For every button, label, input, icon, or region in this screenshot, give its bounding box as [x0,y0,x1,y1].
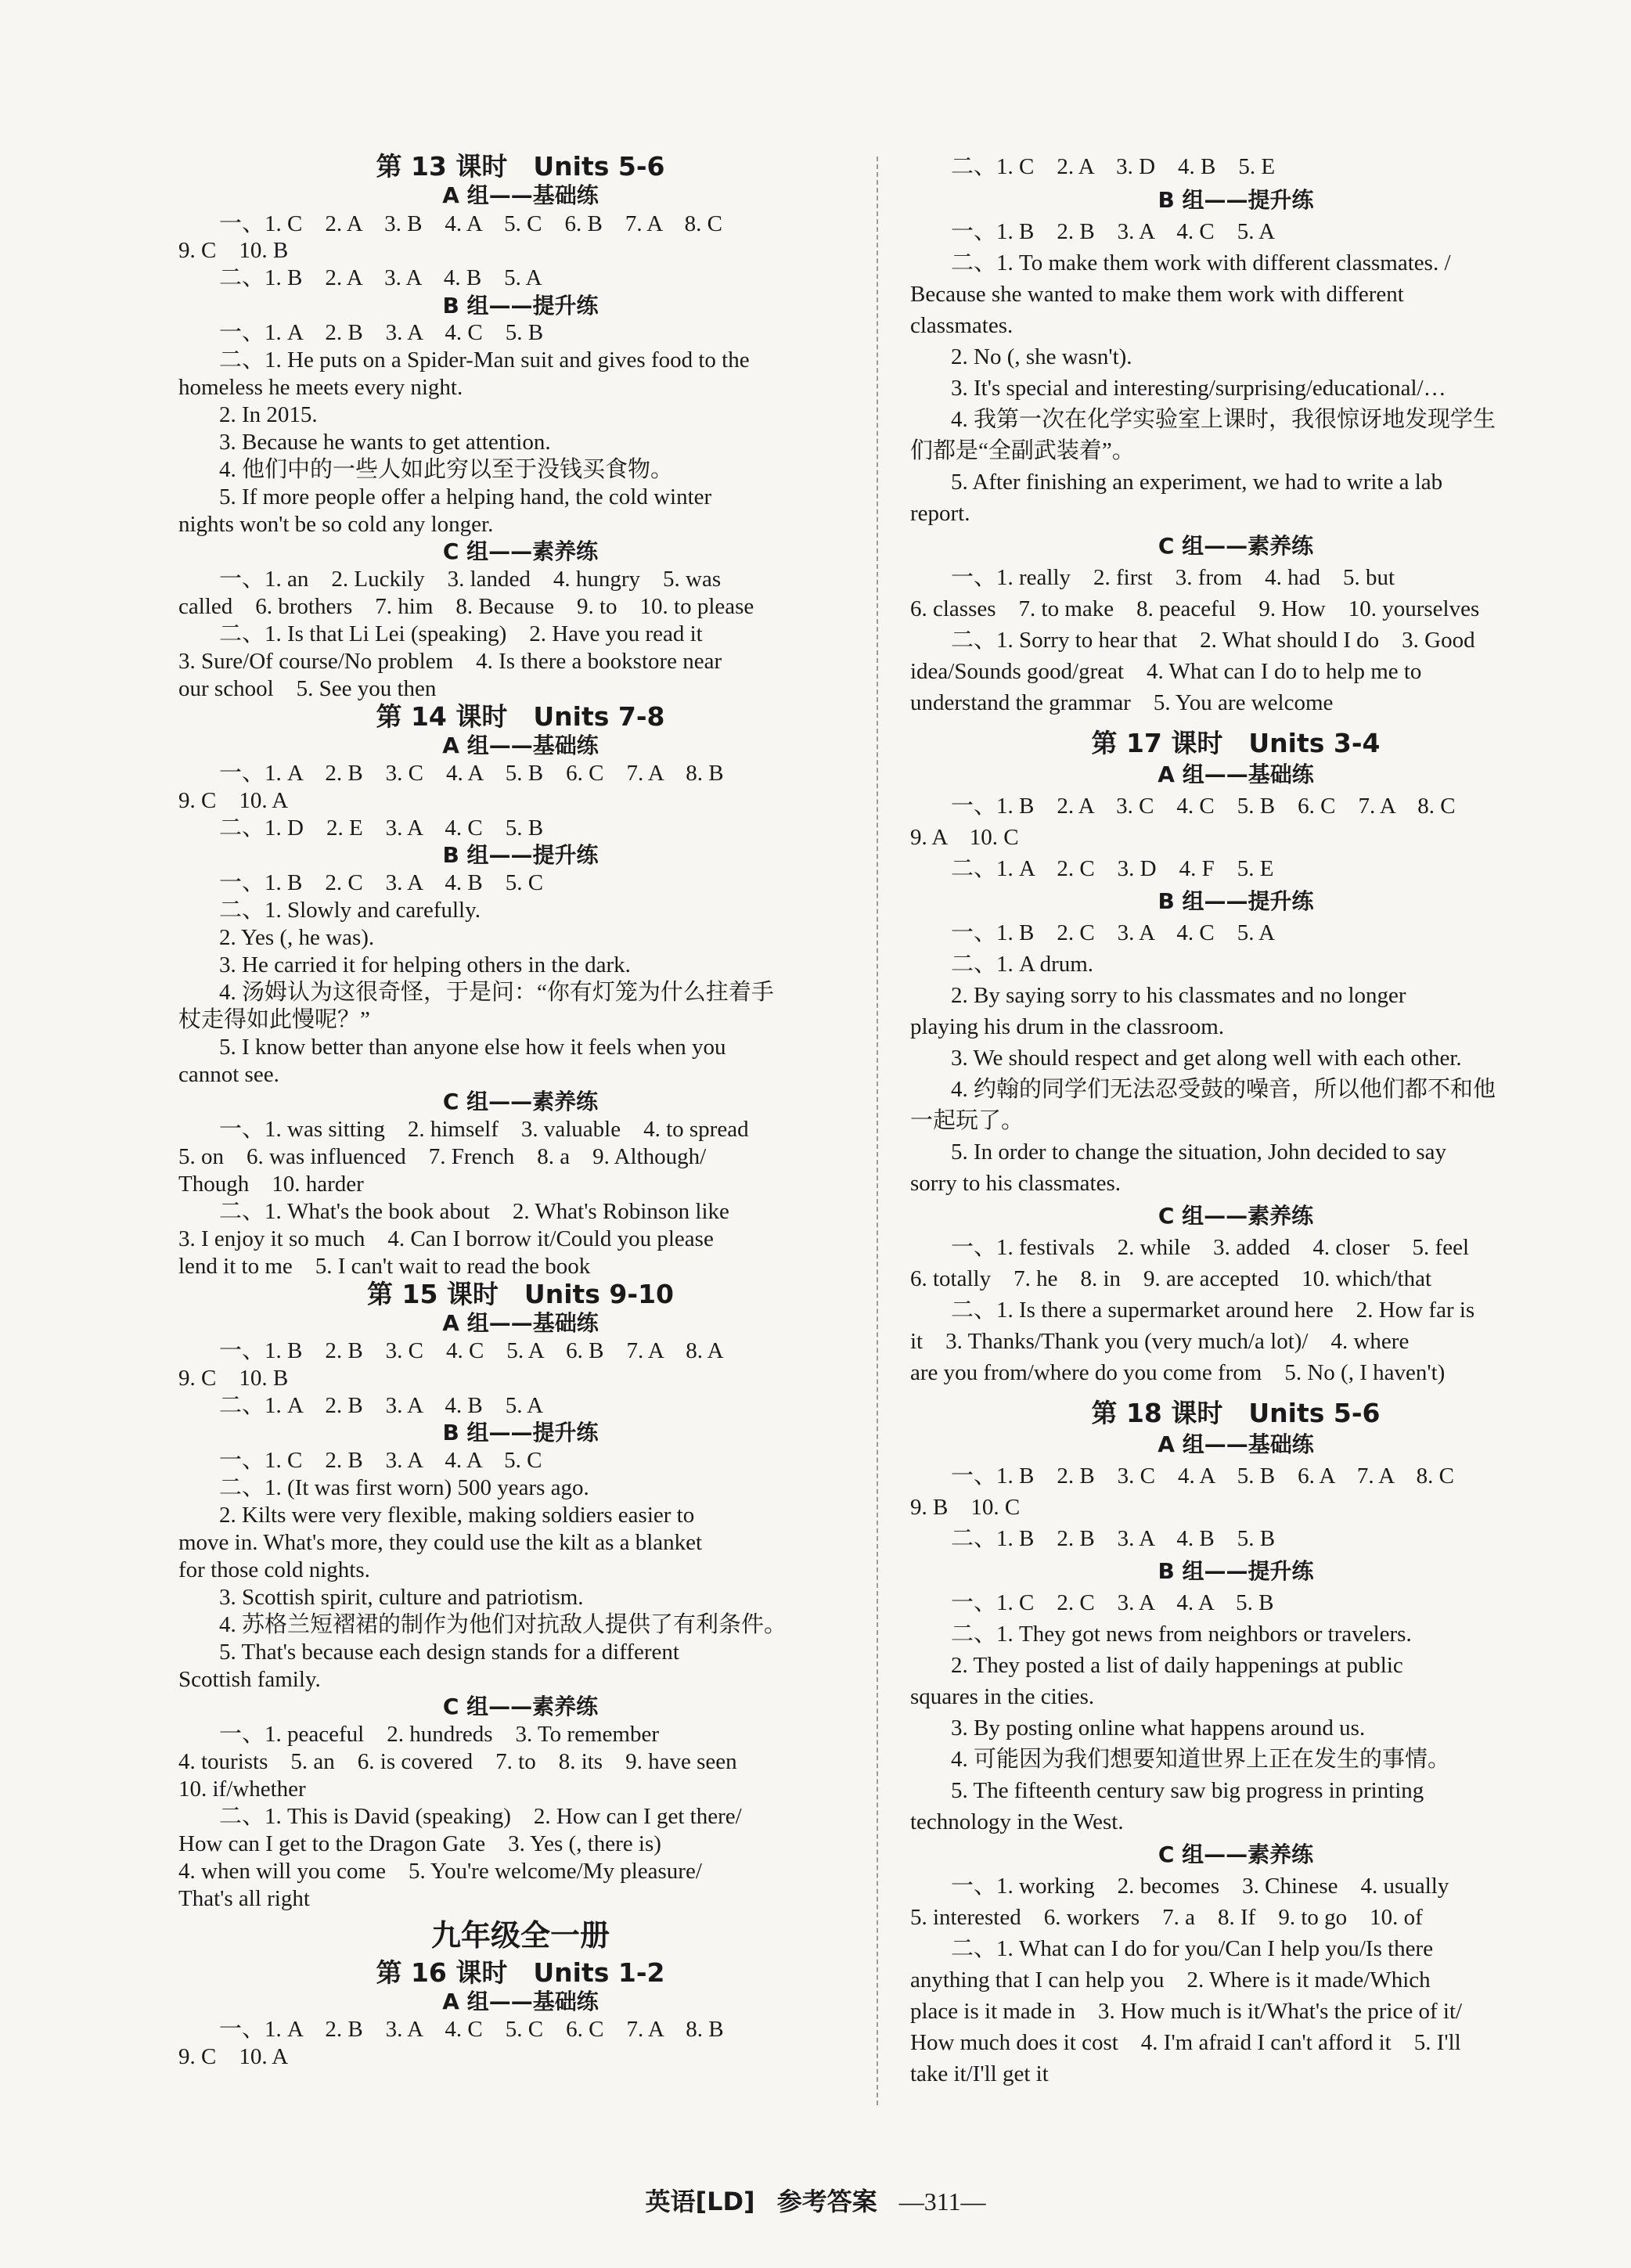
answer-line: 二、1. Is that Li Lei (speaking) 2. Have you read it [219,621,703,646]
answer-line: 一、1. B 2. B 3. A 4. C 5. A [951,219,1276,244]
answer-line: 一、1. C 2. A 3. B 4. A 5. C 6. B 7. A 8. C [219,211,722,236]
answer-line: 9. A 10. C [910,825,1019,850]
answer-line: 5. That's because each design stands for a different [219,1640,679,1665]
answer-line: move in. What's more, they could use the kilt as a blanket [178,1530,703,1555]
answer-line: homeless he meets every night. [178,375,463,400]
answer-line: 二、1. Is there a supermarket around here 2. How far is [951,1298,1475,1323]
answer-line: Though 10. harder [178,1172,364,1197]
answer-line: 一、1. B 2. C 3. A 4. C 5. A [951,920,1276,945]
group-heading: B 组——提升练 [1158,888,1314,914]
footer-subject: 英语[LD] [645,2187,755,2216]
answer-line: playing his drum in the classroom. [910,1014,1225,1039]
answer-line: 二、1. A drum. [951,952,1094,977]
answer-line: 6. classes 7. to make 8. peaceful 9. How 10. yourselves [910,596,1480,621]
answer-line: 2. Yes (, he was). [219,925,375,950]
answer-line: 2. Kilts were very flexible, making soldiers easier to [219,1503,695,1528]
answer-line: 5. If more people offer a helping hand, the cold winter [219,484,712,509]
answer-line: 9. C 10. B [178,238,289,263]
answer-line: 5. The fifteenth century saw big progress in printing [951,1778,1424,1803]
answer-line: place is it made in 3. How much is it/What's the price of it/ [910,1999,1463,2024]
group-heading: A 组——基础练 [442,1989,599,2014]
answer-line: 一、1. B 2. B 3. C 4. C 5. A 6. B 7. A 8. A [219,1338,724,1363]
group-heading: A 组——基础练 [442,733,599,758]
answer-line: 一、1. working 2. becomes 3. Chinese 4. usually [951,1874,1449,1899]
group-heading: B 组——提升练 [1158,1558,1314,1584]
column-divider [877,157,878,2105]
answer-line: 10. if/whether [178,1777,306,1802]
answer-line: 9. C 10. A [178,788,289,813]
answer-line: 2. In 2015. [219,402,318,427]
answer-line: 一、1. peaceful 2. hundreds 3. To remember [219,1722,659,1747]
group-heading: A 组——基础练 [442,182,599,208]
answer-line: 9. B 10. C [910,1495,1021,1520]
answer-line: 二、1. (It was first worn) 500 years ago. [219,1475,589,1500]
answer-line: 3. Because he wants to get attention. [219,430,551,455]
answer-line: 3. By posting online what happens around us. [951,1715,1366,1741]
answer-line: 2. By saying sorry to his classmates and no longer [951,983,1406,1008]
answer-line: 4. 苏格兰短褶裙的制作为他们对抗敌人提供了有利条件。 [219,1612,787,1637]
answer-line: classmates. [910,313,1014,338]
answer-line: 一、1. B 2. A 3. C 4. C 5. B 6. C 7. A 8. C [951,794,1456,819]
lesson-heading: 第 13 课时 Units 5-6 [376,151,665,182]
answer-line: 3. Sure/Of course/No problem 4. Is there a bookstore near [178,649,722,674]
answer-line: 一、1. C 2. B 3. A 4. A 5. C [219,1448,542,1473]
answer-line: Scottish family. [178,1667,321,1692]
answer-line: 4. 他们中的一些人如此穷以至于没钱买食物。 [219,457,674,482]
answer-line: 4. 我第一次在化学实验室上课时，我很惊讶地发现学生 [951,407,1496,432]
lesson-heading: 第 18 课时 Units 5-6 [1091,1398,1381,1428]
answer-line: 一、1. A 2. B 3. A 4. C 5. B [219,320,544,345]
answer-line: 二、1. D 2. E 3. A 4. C 5. B [219,815,544,841]
answer-line: technology in the West. [910,1809,1124,1834]
answer-line: 二、1. Sorry to hear that 2. What should I do 3. Good [951,628,1475,653]
answer-line: report. [910,501,970,526]
answer-line: 3. He carried it for helping others in the dark. [219,952,631,977]
answer-line: it 3. Thanks/Thank you (very much/a lot)/ 4. where [910,1329,1410,1354]
group-heading: C 组——素养练 [1158,1841,1314,1867]
answer-line: our school 5. See you then [178,676,437,701]
answer-line: 们都是“全副武装着”。 [910,438,1135,463]
answer-line: How much does it cost 4. I'm afraid I can't afford it 5. I'll [910,2030,1461,2055]
page-number: —311— [898,2187,986,2216]
answer-line: 二、1. Slowly and carefully. [219,898,481,923]
answer-line: 5. In order to change the situation, John decided to say [951,1139,1447,1165]
group-heading: C 组——素养练 [1158,533,1314,559]
answer-line: squares in the cities. [910,1684,1095,1709]
answer-line: 6. totally 7. he 8. in 9. are accepted 10. which/that [910,1266,1432,1291]
grade-heading: 九年级全一册 [430,1918,610,1953]
answer-line: sorry to his classmates. [910,1171,1122,1196]
answer-line: 一、1. really 2. first 3. from 4. had 5. but [951,565,1395,590]
answer-line: 一、1. B 2. B 3. C 4. A 5. B 6. A 7. A 8. C [951,1463,1454,1489]
answer-line: are you from/where do you come from 5. No (, I haven't) [910,1360,1446,1385]
answer-line: 5. After finishing an experiment, we had to write a lab [951,470,1443,495]
lesson-heading: 第 17 课时 Units 3-4 [1091,728,1381,758]
group-heading: B 组——提升练 [442,842,599,868]
answer-line: 4. tourists 5. an 6. is covered 7. to 8. its 9. have seen [178,1749,737,1774]
answer-line: 二、1. B 2. B 3. A 4. B 5. B [951,1526,1276,1551]
answer-line: 二、1. A 2. B 3. A 4. B 5. A [219,1393,544,1418]
footer-label: 参考答案 [776,2187,877,2216]
answer-line: 2. No (, she wasn't). [951,344,1132,369]
answer-line: 2. They posted a list of daily happenings at public [951,1653,1403,1678]
answer-line: 杖走得如此慢呢？” [178,1007,370,1032]
answer-line: idea/Sounds good/great 4. What can I do to help me to [910,659,1422,684]
answer-line: for those cold nights. [178,1557,370,1582]
answer-line: 9. C 10. B [178,1366,289,1391]
answer-line: 5. I know better than anyone else how it feels when you [219,1035,726,1060]
answer-line: 一、1. was sitting 2. himself 3. valuable 4. to spread [219,1117,749,1142]
answer-line: 二、1. A 2. C 3. D 4. F 5. E [951,856,1274,881]
answer-line: 4. 约翰的同学们无法忍受鼓的噪音，所以他们都不和他 [951,1077,1496,1102]
answer-line: 一、1. A 2. B 3. C 4. A 5. B 6. C 7. A 8. B [219,761,724,786]
answer-line: 一、1. festivals 2. while 3. added 4. closer 5. feel [951,1235,1470,1260]
answer-line: 3. I enjoy it so much 4. Can I borrow it/Could you please [178,1226,714,1251]
answer-line: cannot see. [178,1062,279,1087]
answer-line: 3. It's special and interesting/surprising/educational/… [951,376,1446,401]
answer-line: 二、1. B 2. A 3. A 4. B 5. A [219,265,542,290]
group-heading: B 组——提升练 [1158,187,1314,213]
group-heading: C 组——素养练 [442,1694,599,1719]
answer-line: lend it to me 5. I can't wait to read the book [178,1254,591,1279]
answer-line: 4. 汤姆认为这很奇怪，于是问：“你有灯笼为什么拄着手 [219,980,774,1005]
answer-line: nights won't be so cold any longer. [178,512,494,537]
answer-line: called 6. brothers 7. him 8. Because 9. to 10. to please [178,594,754,619]
answer-line: understand the grammar 5. You are welcome [910,690,1334,715]
answer-line: 一、1. A 2. B 3. A 4. C 5. C 6. C 7. A 8. B [219,2017,724,2042]
group-heading: A 组——基础练 [1158,761,1314,787]
answer-line: 4. 可能因为我们想要知道世界上正在发生的事情。 [951,1747,1451,1772]
answer-line: 二、1. What's the book about 2. What's Robinson like [219,1199,729,1224]
group-heading: B 组——提升练 [442,1420,599,1445]
answer-line: 二、1. C 2. A 3. D 4. B 5. E [951,154,1276,179]
group-heading: C 组——素养练 [442,1089,599,1114]
answer-line: 9. C 10. A [178,2044,289,2069]
answer-line: 一、1. B 2. C 3. A 4. B 5. C [219,870,544,895]
answer-line: 3. We should respect and get along well with each other. [951,1046,1462,1071]
answer-line: 一、1. C 2. C 3. A 4. A 5. B [951,1590,1274,1615]
group-heading: B 组——提升练 [442,293,599,319]
answer-line: 一、1. an 2. Luckily 3. landed 4. hungry 5. was [219,567,722,592]
answer-line: How can I get to the Dragon Gate 3. Yes (, there is) [178,1831,661,1856]
answer-line: 二、1. They got news from neighbors or travelers. [951,1622,1412,1647]
answer-line: 5. on 6. was influenced 7. French 8. a 9. Although/ [178,1144,707,1169]
group-heading: A 组——基础练 [442,1310,599,1336]
answer-line: 3. Scottish spirit, culture and patriotism. [219,1585,584,1610]
answer-line: 二、1. He puts on a Spider-Man suit and gives food to the [219,347,750,373]
answer-line: 5. interested 6. workers 7. a 8. If 9. to go 10. of [910,1905,1423,1930]
answer-line: 二、1. What can I do for you/Can I help you/Is there [951,1936,1434,1961]
group-heading: C 组——素养练 [1158,1203,1314,1229]
answer-line: 二、1. This is David (speaking) 2. How can I get there/ [219,1804,742,1829]
answer-line: anything that I can help you 2. Where is it made/Which [910,1967,1431,1993]
group-heading: A 组——基础练 [1158,1431,1314,1457]
page-footer [0,2182,1631,2218]
answer-line: 二、1. To make them work with different classmates. / [951,250,1451,275]
group-heading: C 组——素养练 [442,538,599,564]
answer-line: That's all right [178,1886,310,1911]
lesson-heading: 第 16 课时 Units 1-2 [376,1957,665,1988]
lesson-heading: 第 14 课时 Units 7-8 [376,701,665,732]
answer-line: Because she wanted to make them work with different [910,282,1404,307]
answer-line: 4. when will you come 5. You're welcome/My pleasure/ [178,1859,702,1884]
answer-line: take it/I'll get it [910,2061,1049,2086]
answer-line: 一起玩了。 [910,1108,1024,1133]
lesson-heading: 第 15 课时 Units 9-10 [367,1279,674,1309]
